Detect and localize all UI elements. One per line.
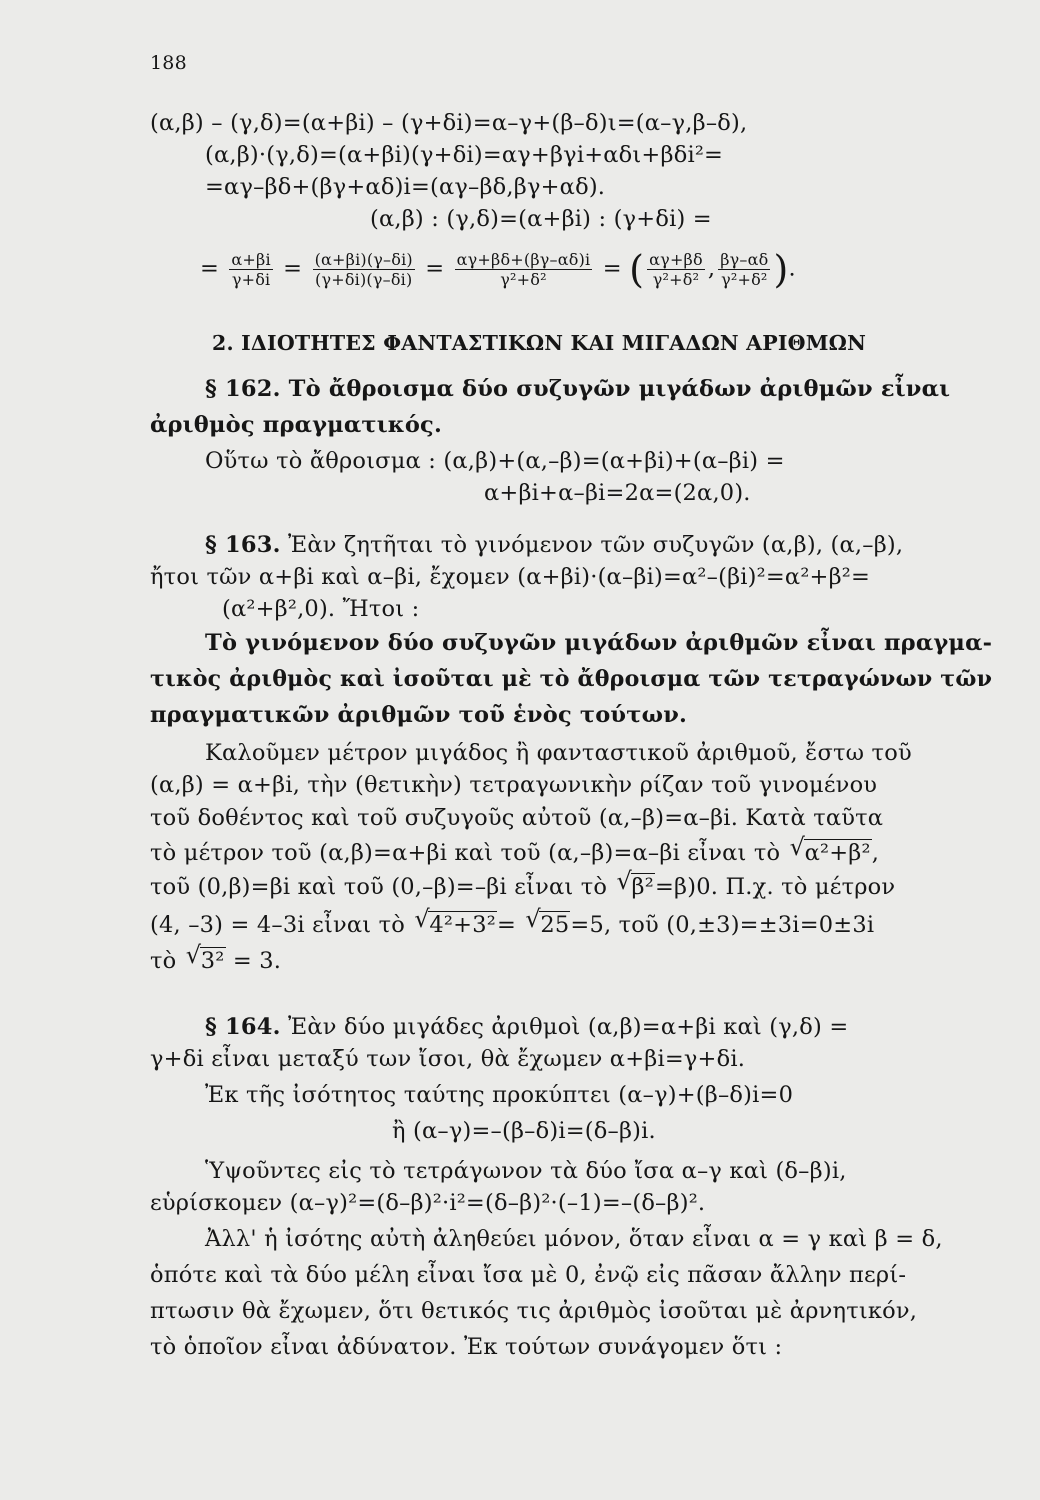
paragraph-text: Ἐὰν ζητῆται τὸ γινόμενον τῶν συζυγῶν (α,β), (α,–β), [280,532,904,558]
paragraph-line [150,941,282,976]
section-163-line-1 [205,530,903,560]
equals-sign: = [283,255,303,282]
paragraph-line: εὑρίσκομεν (α–γ)²=(δ–β)²·i²=(δ–β)²·(–1)=–(δ–β)². [150,1190,706,1216]
radicand: 4²+3² [429,912,496,938]
denominator: γ²+δ² [721,270,768,289]
text-segment: =β)0. Π.χ. τὸ μέτρον [654,874,896,900]
section-164-line-1 [205,1012,848,1042]
paragraph-line: α+βi+α–βi=2α=(2α,0). [484,480,751,506]
theorem-162-line-2: ἀριθμὸς πραγματικός. [150,412,442,438]
denominator: γ+δi [231,270,271,289]
paragraph-text: Ἐὰν δύο μιγάδες ἀριθμοὶ (α,β)=α+βi καὶ (γ,δ) = [280,1014,849,1040]
paragraph-line: Ἀλλ' ἡ ἰσότης αὐτὴ ἀληθεύει μόνον, ὅταν εἶναι α = γ καὶ β = δ, [205,1226,943,1252]
paragraph-line: (α,β) = α+βi, τὴν (θετικὴν) τετραγωνικὴν ρίζαν τοῦ γινομένου [150,772,878,798]
page-number: 188 [150,52,187,74]
paragraph-line: Οὕτω τὸ ἄθροισμα : (α,β)+(α,–β)=(α+βi)+(α–βi) = [205,448,785,474]
paragraph-line [150,905,875,940]
formula-product: (α,β)·(γ,δ)=(α+βi)(γ+δi)=αγ+βγi+αδι+βδi²= [205,142,724,168]
denominator: (γ+δi)(γ–δi) [315,270,413,289]
paragraph-line: ὁπότε καὶ τὰ δύο μέλη εἶναι ἴσα μὲ 0, ἐνῷ εἰς πᾶσαν ἄλλην περί- [150,1262,907,1288]
paragraph-line: πτωσιν θὰ ἔχωμεν, ὅτι θετικός τις ἀριθμὸς ἰσοῦται μὲ ἀρνητικόν, [150,1298,918,1324]
text-segment: = 3. [232,948,282,974]
fraction [229,250,272,289]
text-segment: =5, τοῦ (0,±3)=±3i=0±3i [570,912,875,938]
paragraph-line: τοῦ δοθέντος καὶ τοῦ συζυγοῦς αὐτοῦ (α,–β)=α–βi. Κατὰ ταῦτα [150,805,884,831]
section-heading: 2. ΙΔΙΟΤΗΤΕΣ ΦΑΝΤΑΣΤΙΚΩΝ ΚΑΙ ΜΙΓΑΔΩΝ ΑΡΙΘΜΩΝ [212,331,867,355]
paragraph-line: Καλοῦμεν μέτρον μιγάδος ἢ φανταστικοῦ ἀριθμοῦ, ἔστω τοῦ [205,740,912,766]
theorem-162-line-1 [205,374,950,404]
radical-sign-icon: √ [185,941,202,969]
fraction [455,250,593,289]
paragraph-line: (α²+β²,0). Ἤτοι : [222,596,420,622]
paragraph-line: γ+δi εἶναι μεταξύ των ἴσοι, θὰ ἔχωμεν α+βi=γ+δi. [150,1046,746,1072]
section-number: § 163. [205,532,281,558]
section-number: § 164. [205,1014,281,1040]
square-root [525,905,570,940]
equals-sign: = [425,255,445,282]
radicand: 25 [540,912,570,938]
square-root [414,905,497,940]
denominator: γ²+δ² [652,270,700,289]
theorem-text: Τὸ ἄθροισμα δύο συζυγῶν μιγάδων ἀριθμῶν εἶναι [280,376,951,402]
text-segment: τὸ [150,948,177,974]
section-number: § 162. [205,376,281,402]
radicand: 3² [200,948,225,974]
text-segment: , [871,840,880,866]
theorem-163-line-1: Τὸ γινόμενον δύο συζυγῶν μιγάδων ἀριθμῶν εἶναι πραγμα- [205,630,993,656]
paragraph-line: ἤτοι τῶν α+βi καὶ α–βi, ἔχομεν (α+βi)·(α–βi)=α²–(βi)²=α²+β²= [150,564,871,590]
numerator: βγ–αδ [720,250,769,269]
comma: , [707,255,716,282]
text-segment: τοῦ (0,β)=βi καὶ τοῦ (0,–β)=–βi εἶναι τὸ [150,874,608,900]
numerator: αγ+βδ [649,250,703,269]
fraction [647,250,705,289]
square-root [185,941,226,976]
square-root [789,833,872,868]
paragraph-line [150,867,896,902]
paragraph-line: ἢ (α–γ)=–(β–δ)i=(δ–β)i. [392,1118,656,1144]
paragraph-line: Ὑψοῦντες εἰς τὸ τετράγωνον τὰ δύο ἴσα α–γ καὶ (δ–β)i, [205,1158,847,1184]
text-segment: = [496,912,516,938]
equals-sign: = [602,255,622,282]
numerator: αγ+βδ+(βγ–αδ)i [456,250,591,269]
left-paren: ( [629,247,645,292]
equals-sign: = [200,255,220,282]
paragraph-line [150,833,880,868]
formula-difference: (α,β) – (γ,δ)=(α+βi) – (γ+δi)=α–γ+(β–δ)ι=(α–γ,β–δ), [150,110,748,136]
denominator: γ²+δ² [500,270,547,289]
square-root [616,867,655,902]
theorem-163-line-2: τικὸς ἀριθμὸς καὶ ἰσοῦται μὲ τὸ ἄθροισμα τῶν τετραγώνων τῶν [150,666,993,692]
paragraph-line: Ἐκ τῆς ἰσότητος ταύτης προκύπτει (α–γ)+(β–δ)i=0 [205,1082,794,1108]
numerator: α+βi [231,250,271,269]
fraction [718,250,770,289]
formula-product-result: =αγ–βδ+(βγ+αδ)i=(αγ–βδ,βγ+αδ). [205,174,606,200]
radical-sign-icon: √ [525,905,541,933]
period: . [788,255,796,282]
fraction [313,250,415,289]
text-segment: (4, –3) = 4–3i εἶναι τὸ [150,912,406,938]
radicand: α²+β² [804,840,871,866]
text-segment: τὸ μέτρον τοῦ (α,β)=α+βi καὶ τοῦ (α,–β)=α–βi εἶναι τὸ [150,840,781,866]
right-paren: ) [773,247,789,292]
formula-quotient-fraction [200,247,796,292]
radical-sign-icon: √ [616,867,633,895]
paragraph-line: τὸ ὁποῖον εἶναι ἀδύνατον. Ἐκ τούτων συνάγομεν ὅτι : [150,1334,783,1360]
numerator: (α+βi)(γ–δi) [314,250,413,269]
radicand: β² [631,874,654,900]
formula-quotient: (α,β) : (γ,δ)=(α+βi) : (γ+δi) = [370,206,712,232]
radical-sign-icon: √ [414,905,430,933]
theorem-163-line-3: πραγματικῶν ἀριθμῶν τοῦ ἑνὸς τούτων. [150,702,688,728]
radical-sign-icon: √ [789,833,806,861]
